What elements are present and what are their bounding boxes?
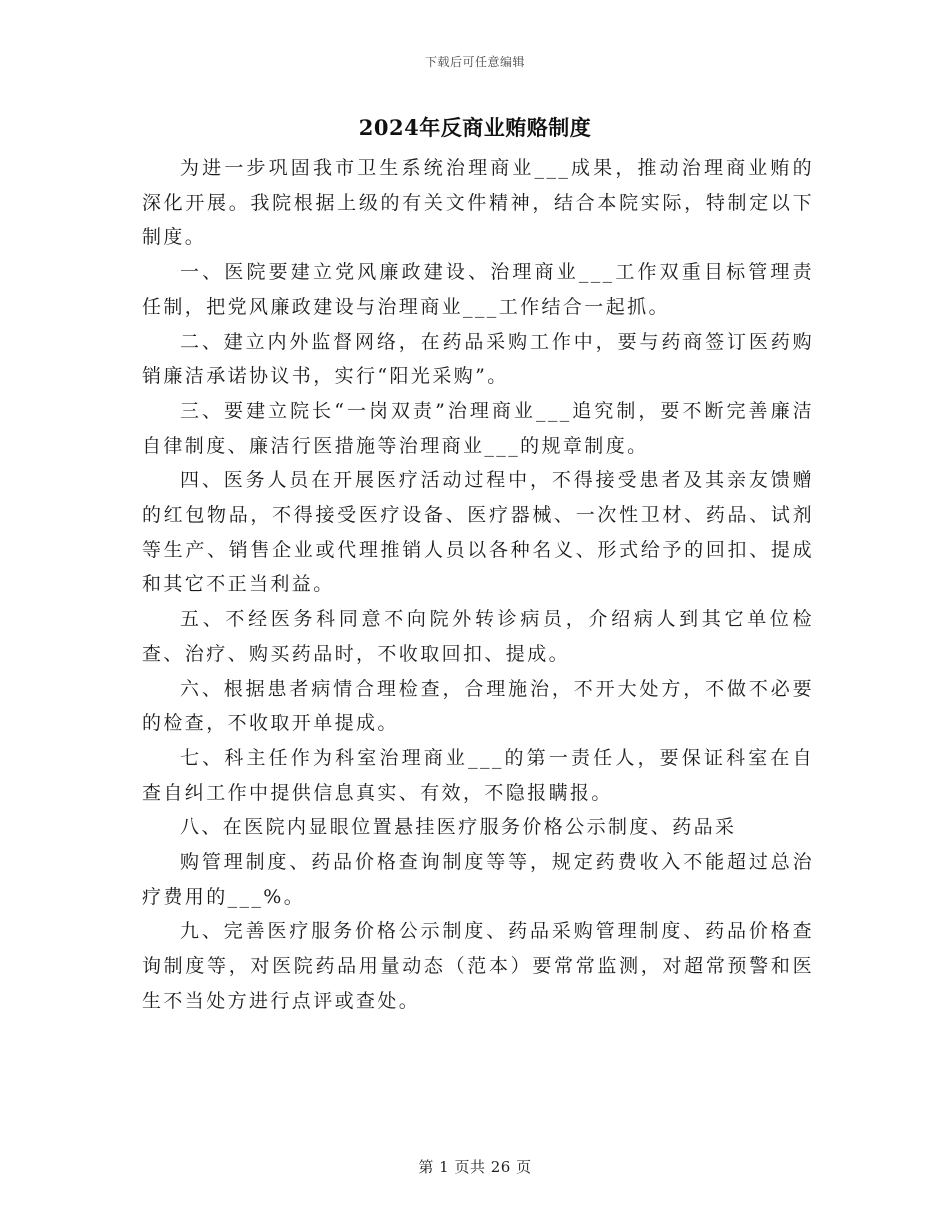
paragraph-item-4: 四、医务人员在开展医疗活动过程中，不得接受患者及其亲友馈赠的红包物品，不得接受医疗设备、医疗器械、一次性卫材、药品、试剂等生产、销售企业或代理推销人员以各种名义、形式给予的回扣、提成和其它不正当利益。	[142, 469, 814, 596]
paragraph-item-7: 七、科主任作为科室治理商业___的第一责任人，要保证科室在自查自纠工作中提供信息真实、有效，不隐报瞒报。	[142, 746, 814, 804]
paragraph-item-2: 二、建立内外监督网络，在药品采购工作中，要与药商签订医药购销廉洁承诺协议书，实行“阳光采购”。	[142, 330, 814, 388]
paragraph-item-8: 八、在医院内显眼位置悬挂医疗服务价格公示制度、药品采	[180, 816, 737, 839]
paragraph-item-1: 一、医院要建立党风廉政建设、治理商业___工作双重目标管理责任制，把党风廉政建设与治理商业___工作结合一起抓。	[142, 261, 814, 318]
paragraph-item-5: 五、不经医务科同意不向院外转诊病员，介绍病人到其它单位检查、治疗、购买药品时，不收取回扣、提成。	[142, 608, 814, 665]
document-title: 2024年反商业贿赂制度	[358, 115, 592, 140]
paragraph-item-3: 三、要建立院长“一岗双责”治理商业___追究制，要不断完善廉洁自律制度、廉洁行医措施等治理商业___的规章制度。	[142, 399, 814, 457]
paragraph-intro: 为进一步巩固我市卫生系统治理商业___成果，推动治理商业贿的深化开展。我院根据上级的有关文件精神，结合本院实际，特制定以下制度。	[142, 157, 814, 249]
page-header-note: 下载后可任意编辑	[424, 55, 525, 69]
paragraph-item-8-continued: 购管理制度、药品价格查询制度等等，规定药费收入不能超过总治疗费用的___%。	[142, 851, 814, 908]
document-body	[142, 151, 814, 1019]
paragraph-item-6: 六、根据患者病情合理检查，合理施治，不开大处方，不做不必要的检查，不收取开单提成。	[142, 677, 814, 735]
paragraph-item-9: 九、完善医疗服务价格公示制度、药品采购管理制度、药品价格查询制度等，对医院药品用量动态（范本）要常常监测，对超常预警和医生不当处方进行点评或查处。	[142, 920, 814, 1012]
page-number-footer: 第 1 页共 26 页	[418, 1158, 532, 1176]
